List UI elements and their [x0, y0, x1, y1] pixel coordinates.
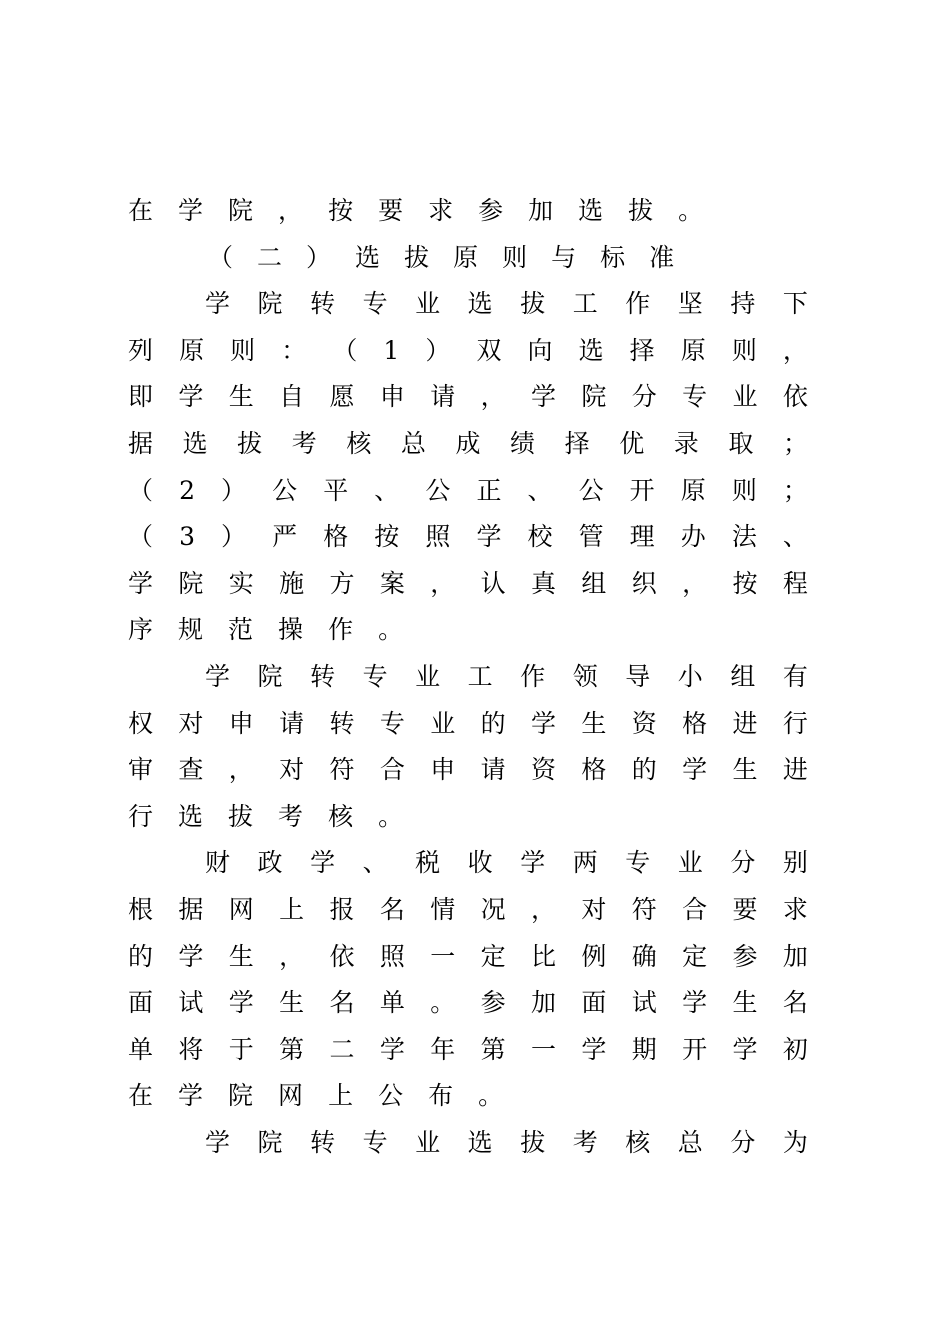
text-char: 施: [279, 568, 305, 598]
text-char: 根: [128, 894, 154, 924]
text-char: 学: [531, 382, 557, 412]
text-char: 学: [178, 1081, 204, 1111]
text-char: 选: [178, 801, 204, 831]
text-char: 政: [257, 848, 283, 878]
text-char: 自: [279, 382, 305, 412]
text-char: 学: [682, 755, 708, 785]
text-char: ，: [430, 568, 456, 598]
text-char: 面: [581, 988, 607, 1018]
text-char: 办: [680, 522, 706, 552]
text-char: 分: [730, 848, 756, 878]
text-char: ，: [531, 894, 557, 924]
text-char: 年: [430, 1034, 456, 1064]
text-char: 名: [782, 988, 808, 1018]
text-line: [128, 701, 808, 748]
text-char: 别: [782, 848, 808, 878]
text-char: 、: [374, 475, 400, 505]
text-char: 比: [531, 941, 557, 971]
text-char: 2: [179, 475, 195, 505]
text-char: 拔: [404, 242, 430, 272]
text-char: 认: [480, 568, 506, 598]
text-char: 领: [572, 661, 598, 691]
text-char: 作: [520, 661, 546, 691]
text-char: 总: [677, 1127, 703, 1157]
text-char: 拔: [520, 1127, 546, 1157]
text-char: 参: [480, 988, 506, 1018]
text-char: 院: [257, 289, 283, 319]
text-char: 试: [631, 988, 657, 1018]
text-char: 序: [128, 615, 154, 645]
text-char: 核: [625, 1127, 651, 1157]
text-char: ，: [782, 335, 808, 365]
text-char: 学: [228, 988, 254, 1018]
text-char: 公: [425, 475, 451, 505]
text-char: 坚: [677, 289, 703, 319]
text-char: 二: [257, 242, 283, 272]
text-char: 加: [528, 196, 554, 225]
text-char: 。: [378, 615, 404, 645]
text-char: 专: [362, 1127, 388, 1157]
text-char: 范: [228, 615, 254, 645]
text-char: 为: [782, 1127, 808, 1157]
text-char: 申: [379, 382, 405, 412]
text-char: 单: [379, 988, 405, 1018]
text-char: （: [208, 242, 234, 272]
text-char: 对: [178, 708, 204, 738]
text-char: 择: [629, 335, 655, 365]
text-char: 学: [310, 848, 336, 878]
text-char: 案: [379, 568, 405, 598]
text-char: 核: [346, 428, 372, 458]
text-char: 工: [572, 289, 598, 319]
text-char: 格: [581, 755, 607, 785]
text-char: 加: [782, 941, 808, 971]
text-char: 在: [128, 196, 154, 225]
text-char: 审: [128, 755, 154, 785]
text-char: 取: [728, 428, 754, 458]
text-char: 原: [453, 242, 479, 272]
text-line: [128, 188, 808, 235]
text-char: 分: [631, 382, 657, 412]
text-char: 学: [476, 522, 502, 552]
text-line: [128, 747, 808, 794]
text-char: （: [128, 475, 154, 505]
text-char: 院: [581, 382, 607, 412]
text-char: 学: [178, 382, 204, 412]
text-char: 开: [629, 475, 655, 505]
text-char: 初: [782, 1034, 808, 1064]
text-char: 申: [430, 755, 456, 785]
text-char: 的: [631, 755, 657, 785]
text-char: 的: [480, 708, 506, 738]
text-char: 学: [379, 1034, 405, 1064]
text-char: 专: [682, 382, 708, 412]
text-char: 开: [682, 1034, 708, 1064]
text-char: 考: [278, 801, 304, 831]
text-char: 原: [680, 475, 706, 505]
text-char: 核: [328, 801, 354, 831]
text-line: [128, 654, 808, 701]
text-char: 求: [428, 196, 454, 225]
text-char: 考: [291, 428, 317, 458]
text-char: 录: [673, 428, 699, 458]
text-char: ：: [281, 335, 307, 365]
text-char: ，: [279, 941, 305, 971]
text-char: 定: [480, 941, 506, 971]
text-char: 拔: [520, 289, 546, 319]
text-char: 与: [551, 242, 577, 272]
text-char: 学: [205, 661, 231, 691]
text-char: 则: [731, 475, 757, 505]
text-char: 进: [732, 708, 758, 738]
text-char: 组: [581, 568, 607, 598]
text-char: 院: [228, 1081, 254, 1111]
text-char: （: [128, 522, 154, 552]
text-char: 进: [782, 755, 808, 785]
text-char: 转: [329, 708, 355, 738]
text-char: 符: [631, 894, 657, 924]
text-char: 上: [328, 1081, 354, 1111]
text-line: [128, 1120, 808, 1167]
text-char: 优: [619, 428, 645, 458]
text-char: 况: [480, 894, 506, 924]
text-char: 查: [178, 755, 204, 785]
text-char: 、: [362, 848, 388, 878]
text-char: 将: [178, 1034, 204, 1064]
text-line: [128, 887, 808, 934]
text-char: 学: [531, 708, 557, 738]
text-char: 小: [677, 661, 703, 691]
text-char: 网: [228, 894, 254, 924]
text-char: 第: [480, 1034, 506, 1064]
text-char: 要: [378, 196, 404, 225]
text-char: 愿: [329, 382, 355, 412]
text-char: 按: [732, 568, 758, 598]
text-char: 考: [572, 1127, 598, 1157]
text-char: 符: [329, 755, 355, 785]
text-char: 合: [379, 755, 405, 785]
text-char: 院: [178, 568, 204, 598]
text-char: 双: [476, 335, 502, 365]
text-char: 行: [128, 801, 154, 831]
text-char: 名: [379, 894, 405, 924]
text-char: 转: [310, 1127, 336, 1157]
text-char: 业: [415, 661, 441, 691]
text-char: 原: [680, 335, 706, 365]
text-char: 学: [178, 196, 204, 225]
text-char: 、: [782, 522, 808, 552]
text-line: [128, 934, 808, 981]
text-char: 求: [782, 894, 808, 924]
text-char: 理: [629, 522, 655, 552]
text-char: 持: [730, 289, 756, 319]
text-char: ；: [782, 428, 808, 458]
text-char: 法: [731, 522, 757, 552]
text-char: 拔: [628, 196, 654, 225]
text-char: 下: [782, 289, 808, 319]
text-char: 选: [578, 196, 604, 225]
text-char: 则: [230, 335, 256, 365]
text-char: 网: [278, 1081, 304, 1111]
text-char: 校: [527, 522, 553, 552]
text-char: 期: [631, 1034, 657, 1064]
text-char: 情: [430, 894, 456, 924]
text-line: [128, 561, 808, 608]
text-char: 学: [205, 289, 231, 319]
text-char: ）: [221, 522, 247, 552]
text-char: 业: [430, 708, 456, 738]
text-char: 专: [625, 848, 651, 878]
text-char: 学: [682, 988, 708, 1018]
text-char: 组: [730, 661, 756, 691]
text-char: 在: [128, 1081, 154, 1111]
text-line: [128, 514, 808, 561]
text-char: 布: [428, 1081, 454, 1111]
text-char: 对: [581, 894, 607, 924]
text-char: 学: [520, 848, 546, 878]
text-char: 正: [476, 475, 502, 505]
text-char: 报: [329, 894, 355, 924]
text-char: 税: [415, 848, 441, 878]
text-char: 规: [178, 615, 204, 645]
text-line: [128, 374, 808, 421]
text-char: 选: [467, 289, 493, 319]
text-char: 真: [531, 568, 557, 598]
section-heading: [128, 235, 808, 282]
text-char: 资: [531, 755, 557, 785]
text-char: 有: [782, 661, 808, 691]
text-char: 转: [310, 289, 336, 319]
text-char: 定: [682, 941, 708, 971]
text-char: 照: [379, 941, 405, 971]
text-char: 业: [677, 848, 703, 878]
body-text: [128, 188, 808, 1166]
text-line: [128, 281, 808, 328]
text-char: 。: [430, 988, 456, 1018]
text-char: 、: [527, 475, 553, 505]
text-char: 拔: [228, 801, 254, 831]
text-char: 权: [128, 708, 154, 738]
text-char: 公: [272, 475, 298, 505]
text-char: 请: [279, 708, 305, 738]
text-char: 管: [578, 522, 604, 552]
text-char: 学: [205, 1127, 231, 1157]
text-char: 学: [732, 1034, 758, 1064]
text-char: 选: [355, 242, 381, 272]
text-char: 生: [279, 988, 305, 1018]
text-char: 二: [329, 1034, 355, 1064]
text-char: 两: [572, 848, 598, 878]
text-char: 成: [455, 428, 481, 458]
text-char: 。: [678, 196, 704, 225]
text-char: 准: [649, 242, 675, 272]
text-char: 作: [625, 289, 651, 319]
text-line: [128, 840, 808, 887]
text-char: 转: [310, 661, 336, 691]
text-char: 作: [328, 615, 354, 645]
text-char: 择: [564, 428, 590, 458]
text-char: 加: [531, 988, 557, 1018]
text-char: 绩: [510, 428, 536, 458]
text-char: 选: [578, 335, 604, 365]
text-char: 生: [228, 382, 254, 412]
text-char: 面: [128, 988, 154, 1018]
text-char: ，: [278, 196, 304, 225]
text-char: 资: [631, 708, 657, 738]
text-char: 1: [383, 335, 400, 365]
text-char: 单: [128, 1034, 154, 1064]
text-line: [128, 1027, 808, 1074]
text-char: 学: [128, 568, 154, 598]
text-char: 则: [731, 335, 757, 365]
text-line: [128, 607, 808, 654]
text-char: 财: [205, 848, 231, 878]
text-char: 方: [329, 568, 355, 598]
text-line: [128, 468, 808, 515]
text-line: [128, 421, 808, 468]
text-char: 实: [228, 568, 254, 598]
text-char: 学: [581, 1034, 607, 1064]
text-char: 一: [531, 1034, 557, 1064]
text-char: 确: [631, 941, 657, 971]
text-char: 则: [502, 242, 528, 272]
text-char: 平: [323, 475, 349, 505]
text-char: 对: [279, 755, 305, 785]
text-char: 专: [362, 661, 388, 691]
text-char: 请: [430, 382, 456, 412]
text-char: 第: [279, 1034, 305, 1064]
text-char: 院: [257, 661, 283, 691]
text-char: 织: [631, 568, 657, 598]
text-char: 参: [732, 941, 758, 971]
text-char: ）: [306, 242, 332, 272]
text-char: 院: [257, 1127, 283, 1157]
text-char: 严: [272, 522, 298, 552]
text-char: 于: [228, 1034, 254, 1064]
text-char: 操: [278, 615, 304, 645]
text-char: 合: [682, 894, 708, 924]
text-char: 生: [732, 755, 758, 785]
text-char: 向: [527, 335, 553, 365]
text-char: （: [332, 335, 358, 365]
text-char: 专: [379, 708, 405, 738]
text-char: 生: [581, 708, 607, 738]
text-char: 列: [128, 335, 154, 365]
text-char: 程: [782, 568, 808, 598]
text-char: 按: [328, 196, 354, 225]
text-char: ）: [221, 475, 247, 505]
text-char: 业: [415, 1127, 441, 1157]
text-char: 行: [782, 708, 808, 738]
text-char: 选: [182, 428, 208, 458]
text-char: 例: [581, 941, 607, 971]
text-char: 专: [362, 289, 388, 319]
text-char: 据: [178, 894, 204, 924]
text-char: 分: [730, 1127, 756, 1157]
text-char: 上: [279, 894, 305, 924]
text-char: ，: [228, 755, 254, 785]
text-char: ；: [782, 475, 808, 505]
text-char: 即: [128, 382, 154, 412]
text-char: 据: [128, 428, 154, 458]
text-line: [128, 980, 808, 1027]
text-char: 导: [625, 661, 651, 691]
text-char: 格: [682, 708, 708, 738]
text-char: 请: [480, 755, 506, 785]
text-char: 一: [430, 941, 456, 971]
text-char: 名: [329, 988, 355, 1018]
text-char: 选: [467, 1127, 493, 1157]
text-char: 业: [732, 382, 758, 412]
text-char: 拔: [237, 428, 263, 458]
text-char: 生: [732, 988, 758, 1018]
text-char: 。: [378, 801, 404, 831]
text-char: 。: [478, 1081, 504, 1111]
text-char: ，: [682, 568, 708, 598]
text-char: 公: [378, 1081, 404, 1111]
text-char: 公: [578, 475, 604, 505]
text-char: 依: [329, 941, 355, 971]
text-char: 格: [323, 522, 349, 552]
text-line: [128, 328, 808, 375]
text-char: 依: [782, 382, 808, 412]
text-char: 申: [228, 708, 254, 738]
text-char: 学: [178, 941, 204, 971]
text-char: 业: [415, 289, 441, 319]
text-char: 院: [228, 196, 254, 225]
text-char: 试: [178, 988, 204, 1018]
text-char: ，: [480, 382, 506, 412]
text-char: 参: [478, 196, 504, 225]
text-char: 工: [467, 661, 493, 691]
text-char: ）: [425, 335, 451, 365]
text-char: 原: [179, 335, 205, 365]
text-char: 生: [228, 941, 254, 971]
text-char: 要: [732, 894, 758, 924]
text-char: 总: [400, 428, 426, 458]
text-char: 的: [128, 941, 154, 971]
text-char: 收: [467, 848, 493, 878]
text-char: 标: [600, 242, 626, 272]
text-line: [128, 794, 808, 841]
text-char: 照: [425, 522, 451, 552]
text-char: 按: [374, 522, 400, 552]
text-char: 3: [179, 522, 195, 552]
text-line: [128, 1073, 808, 1120]
